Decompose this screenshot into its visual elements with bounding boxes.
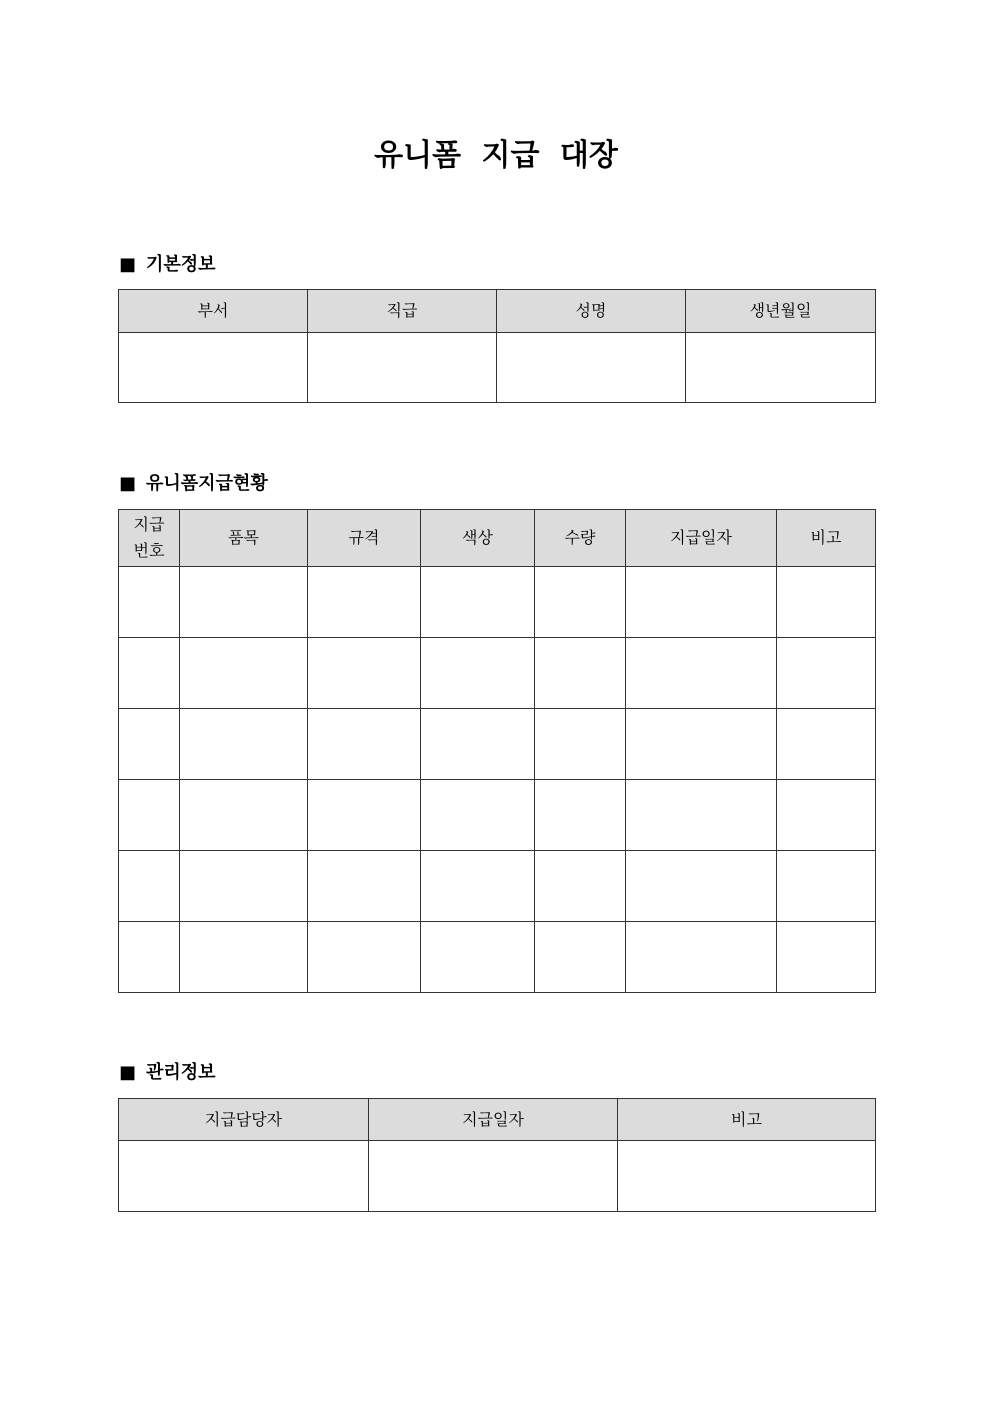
name-cell[interactable] bbox=[497, 333, 686, 403]
color-cell[interactable] bbox=[421, 567, 535, 638]
section-title: 관리정보 bbox=[146, 1062, 216, 1083]
table-row bbox=[119, 1141, 876, 1212]
item-cell[interactable] bbox=[180, 567, 308, 638]
remarks-cell[interactable] bbox=[777, 638, 876, 709]
column-header-issue-date: 지급일자 bbox=[369, 1099, 618, 1141]
color-cell[interactable] bbox=[421, 922, 535, 993]
birthdate-cell[interactable] bbox=[686, 333, 876, 403]
column-header-department: 부서 bbox=[119, 290, 308, 333]
column-header-item: 품목 bbox=[180, 510, 308, 567]
square-bullet-icon: ■ bbox=[119, 1062, 137, 1083]
quantity-cell[interactable] bbox=[535, 638, 626, 709]
square-bullet-icon: ■ bbox=[119, 473, 137, 494]
issue-date-cell[interactable] bbox=[626, 638, 777, 709]
header-line: 지급 bbox=[133, 515, 165, 534]
issue-date-cell[interactable] bbox=[626, 567, 777, 638]
remarks-cell[interactable] bbox=[618, 1141, 876, 1212]
section-title: 유니폼지급현황 bbox=[146, 473, 268, 494]
column-header-issue-number bbox=[119, 510, 180, 567]
quantity-cell[interactable] bbox=[535, 709, 626, 780]
issue-number-cell[interactable] bbox=[119, 567, 180, 638]
color-cell[interactable] bbox=[421, 851, 535, 922]
size-cell[interactable] bbox=[308, 922, 421, 993]
table-row bbox=[119, 922, 876, 993]
item-cell[interactable] bbox=[180, 922, 308, 993]
table-row bbox=[119, 333, 876, 403]
size-cell[interactable] bbox=[308, 638, 421, 709]
size-cell[interactable] bbox=[308, 780, 421, 851]
table-header-row bbox=[119, 290, 876, 333]
color-cell[interactable] bbox=[421, 638, 535, 709]
size-cell[interactable] bbox=[308, 709, 421, 780]
size-cell[interactable] bbox=[308, 567, 421, 638]
color-cell[interactable] bbox=[421, 780, 535, 851]
issue-date-cell[interactable] bbox=[626, 709, 777, 780]
admin-info-table bbox=[118, 1098, 876, 1212]
quantity-cell[interactable] bbox=[535, 851, 626, 922]
table-row bbox=[119, 709, 876, 780]
issuer-cell[interactable] bbox=[119, 1141, 369, 1212]
item-cell[interactable] bbox=[180, 851, 308, 922]
table-header-row bbox=[119, 1099, 876, 1141]
item-cell[interactable] bbox=[180, 709, 308, 780]
remarks-cell[interactable] bbox=[777, 709, 876, 780]
column-header-issue-date: 지급일자 bbox=[626, 510, 777, 567]
quantity-cell[interactable] bbox=[535, 567, 626, 638]
section-heading-basic-info bbox=[119, 253, 216, 277]
column-header-color: 색상 bbox=[421, 510, 535, 567]
uniform-status-table bbox=[118, 509, 876, 993]
remarks-cell[interactable] bbox=[777, 567, 876, 638]
header-line: 번호 bbox=[133, 541, 165, 560]
section-heading-admin-info bbox=[119, 1061, 216, 1085]
column-header-remarks: 비고 bbox=[777, 510, 876, 567]
remarks-cell[interactable] bbox=[777, 851, 876, 922]
table-row bbox=[119, 851, 876, 922]
column-header-size: 규격 bbox=[308, 510, 421, 567]
issue-number-cell[interactable] bbox=[119, 709, 180, 780]
table-header-row bbox=[119, 510, 876, 567]
issue-number-cell[interactable] bbox=[119, 638, 180, 709]
position-cell[interactable] bbox=[308, 333, 497, 403]
color-cell[interactable] bbox=[421, 709, 535, 780]
section-title: 기본정보 bbox=[146, 254, 216, 275]
square-bullet-icon: ■ bbox=[119, 254, 137, 275]
department-cell[interactable] bbox=[119, 333, 308, 403]
column-header-name: 성명 bbox=[497, 290, 686, 333]
column-header-remarks: 비고 bbox=[618, 1099, 876, 1141]
remarks-cell[interactable] bbox=[777, 922, 876, 993]
page-title: 유니폼 지급 대장 bbox=[374, 138, 618, 173]
item-cell[interactable] bbox=[180, 638, 308, 709]
table-row bbox=[119, 780, 876, 851]
issue-date-cell[interactable] bbox=[369, 1141, 618, 1212]
quantity-cell[interactable] bbox=[535, 922, 626, 993]
issue-date-cell[interactable] bbox=[626, 851, 777, 922]
column-header-birthdate: 생년월일 bbox=[686, 290, 876, 333]
issue-number-cell[interactable] bbox=[119, 780, 180, 851]
column-header-quantity: 수량 bbox=[535, 510, 626, 567]
column-header-issuer: 지급담당자 bbox=[119, 1099, 369, 1141]
issue-number-cell[interactable] bbox=[119, 922, 180, 993]
table-row bbox=[119, 638, 876, 709]
issue-date-cell[interactable] bbox=[626, 780, 777, 851]
issue-number-cell[interactable] bbox=[119, 851, 180, 922]
quantity-cell[interactable] bbox=[535, 780, 626, 851]
size-cell[interactable] bbox=[308, 851, 421, 922]
item-cell[interactable] bbox=[180, 780, 308, 851]
table-row bbox=[119, 567, 876, 638]
column-header-position: 직급 bbox=[308, 290, 497, 333]
basic-info-table bbox=[118, 289, 876, 403]
section-heading-uniform-status bbox=[119, 472, 268, 496]
issue-date-cell[interactable] bbox=[626, 922, 777, 993]
remarks-cell[interactable] bbox=[777, 780, 876, 851]
